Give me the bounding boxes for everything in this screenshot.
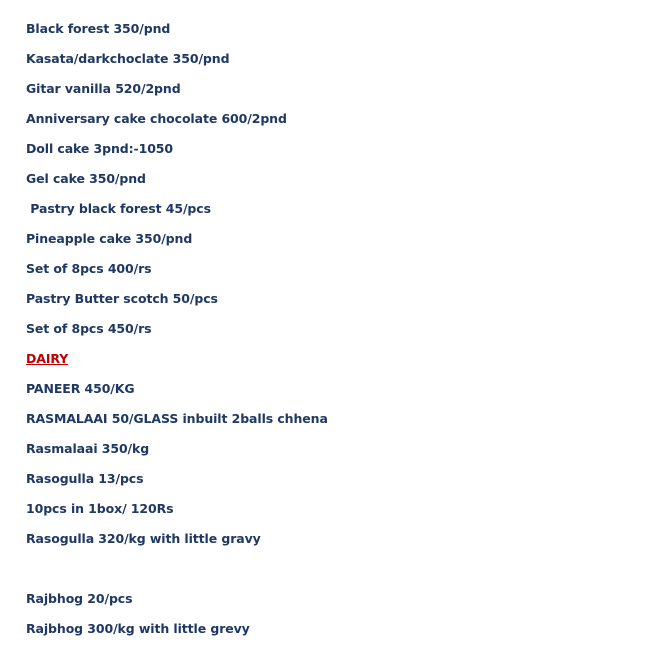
- menu-item-rasogulla-box: 10pcs in 1box/ 120Rs: [26, 501, 174, 516]
- menu-item-gel-cake: Gel cake 350/pnd: [26, 171, 146, 186]
- blank-line: [26, 560, 626, 590]
- menu-item-pineapple-cake: Pineapple cake 350/pnd: [26, 231, 193, 246]
- menu-item-paneer: PANEER 450/KG: [26, 381, 135, 396]
- menu-item-black-forest: Black forest 350/pnd: [26, 21, 171, 36]
- menu-document: [26, 20, 626, 650]
- menu-item-rasogulla-kg: Rasogulla 320/kg with little gravy: [26, 531, 261, 546]
- menu-item-rajbhog-kg: Rajbhog 300/kg with little grevy: [26, 621, 250, 636]
- menu-item-rasogulla-pcs: Rasogulla 13/pcs: [26, 471, 144, 486]
- menu-item-rasmalaai-kg: Rasmalaai 350/kg: [26, 441, 150, 456]
- menu-item-pastry-butter-scotch: Pastry Butter scotch 50/pcs: [26, 291, 218, 306]
- menu-item-set-of-8-a: Set of 8pcs 400/rs: [26, 261, 152, 276]
- menu-item-rajbhog-pcs: Rajbhog 20/pcs: [26, 591, 133, 606]
- menu-item-set-of-8-b: Set of 8pcs 450/rs: [26, 321, 152, 336]
- menu-item-pastry-black-forest: Pastry black forest 45/pcs: [26, 201, 211, 216]
- section-heading-dairy: DAIRY: [26, 351, 69, 366]
- menu-item-rasmalaai-glass: RASMALAAI 50/GLASS inbuilt 2balls chhena: [26, 411, 328, 426]
- menu-item-gitar-vanilla: Gitar vanilla 520/2pnd: [26, 81, 181, 96]
- menu-item-doll-cake: Doll cake 3pnd:-1050: [26, 141, 174, 156]
- menu-item-anniversary-cake: Anniversary cake chocolate 600/2pnd: [26, 111, 287, 126]
- menu-item-kasata: Kasata/darkchoclate 350/pnd: [26, 51, 230, 66]
